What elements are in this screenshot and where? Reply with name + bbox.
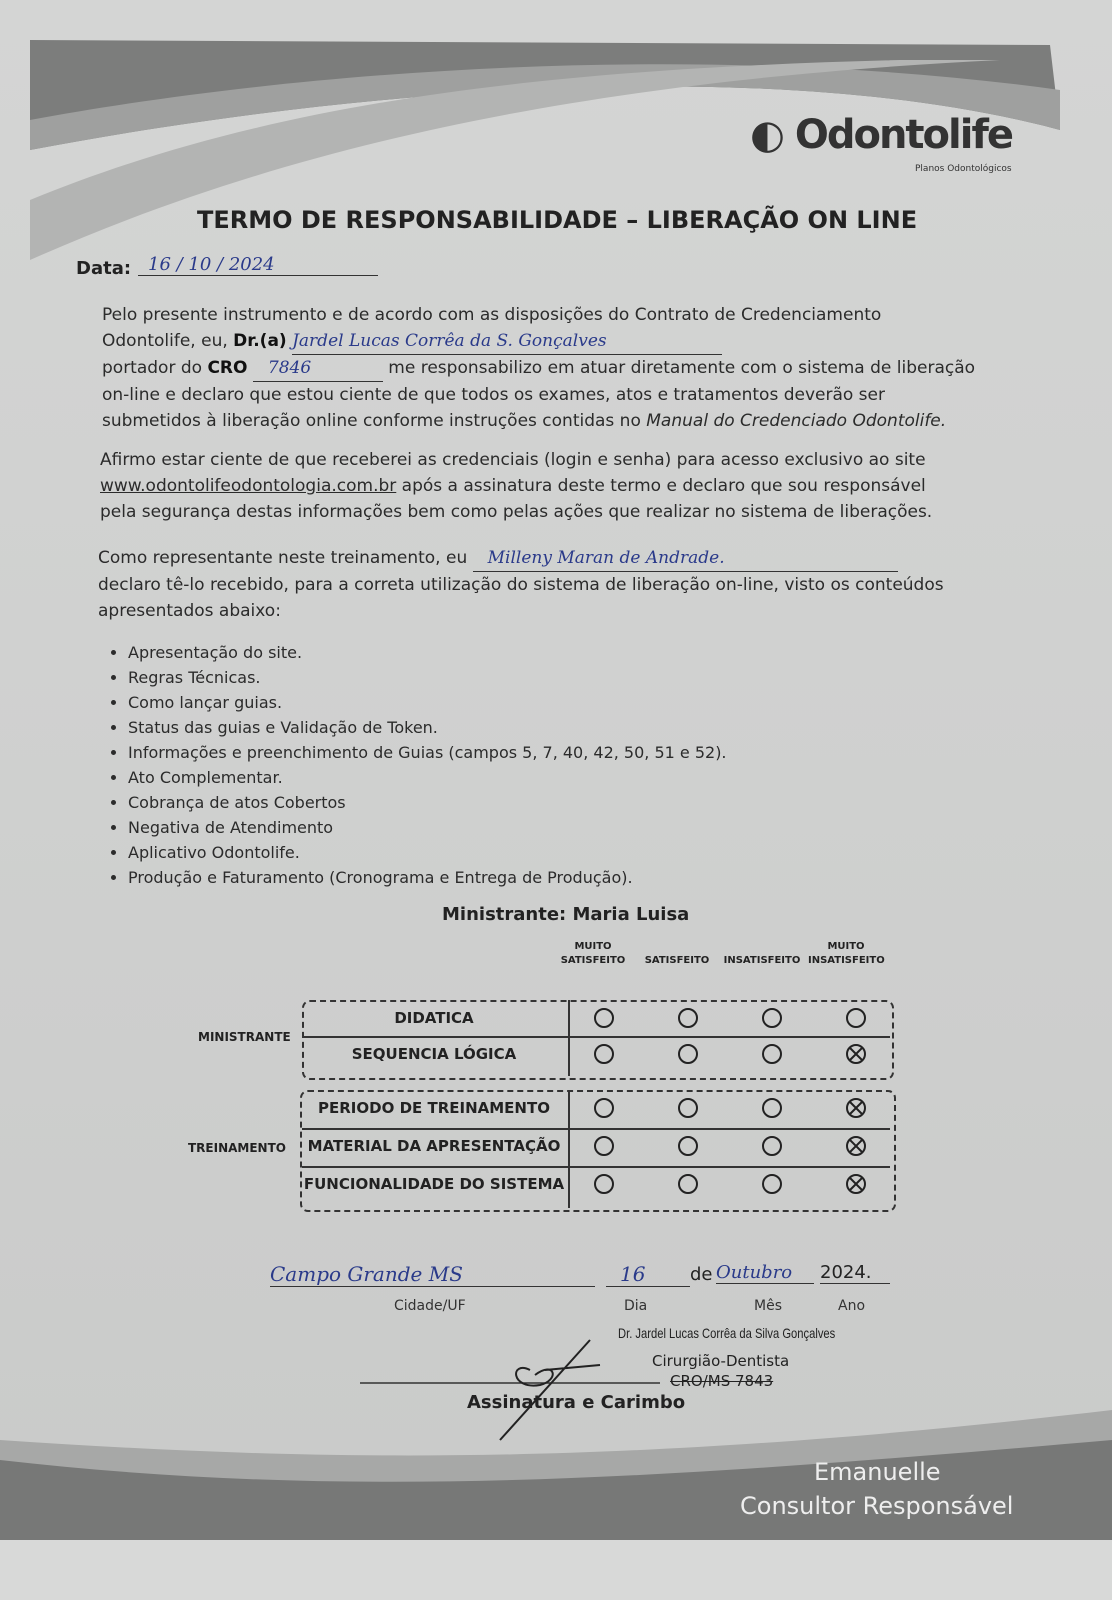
topic-item: • Produção e Faturamento (Cronograma e Entrega de Produção).	[128, 865, 727, 890]
de-text: de	[690, 1264, 713, 1285]
topic-item: • Informações e preenchimento de Guias (campos 5, 7, 40, 42, 50, 51 e 52).	[128, 740, 727, 765]
column-header: MUITO INSATISFEITO	[808, 941, 885, 966]
row-divider	[302, 1128, 890, 1130]
paragraph-1: Pelo presente instrumento e de acordo com as disposições do Contrato de Credenciamento Odontolife, eu, Dr.(a) Jardel Lucas Corrêa da S. Gonçalves portador do CRO 7846 me responsabilizo em atuar diretamente com o sistema de liberação on-line e declaro que estou ciente de que todos os exames, atos e tratamentos deverão ser submetidos à liberação online conforme instruções contidas no Manual do Credenciado Odontolife.	[102, 305, 976, 431]
month-label: Mês	[754, 1298, 782, 1314]
rating-radio[interactable]	[678, 1136, 698, 1156]
odontolife-logo: ◐ Odontolife	[750, 112, 1012, 158]
consultant-role: Consultor Responsável	[740, 1492, 1014, 1520]
consultant-name: Emanuelle	[814, 1458, 941, 1486]
logo-tagline: Planos Odontológicos	[915, 164, 1012, 174]
rating-radio[interactable]	[762, 1044, 782, 1064]
stamp-role: Cirurgião-Dentista	[652, 1352, 790, 1370]
criterion-label: MATERIAL DA APRESENTAÇÃO	[307, 1137, 561, 1155]
rating-radio[interactable]	[594, 1136, 614, 1156]
rating-radio[interactable]	[594, 1008, 614, 1028]
year-value: 2024.	[820, 1262, 890, 1284]
rating-radio[interactable]	[846, 1008, 866, 1028]
stamp-name: Dr. Jardel Lucas Corrêa da Silva Gonçalves	[618, 1325, 836, 1341]
column-divider	[568, 1090, 570, 1208]
row-divider	[302, 1166, 890, 1168]
column-header: SATISFEITO	[644, 955, 710, 966]
topics-list	[100, 640, 727, 890]
topic-item: • Status das guias e Validação de Token.	[128, 715, 727, 740]
criterion-label: FUNCIONALIDADE DO SISTEMA	[303, 1175, 565, 1193]
topic-item: • Apresentação do site.	[128, 640, 727, 665]
year-label: Ano	[838, 1298, 866, 1314]
month-value: Outubro	[716, 1262, 814, 1284]
paragraph-3: Como representante neste treinamento, eu Milleny Maran de Andrade. declaro tê-lo recebido, para a correta utilização do sistema de liberação on-line, visto os conteúdos apresentados abaixo:	[98, 545, 1018, 624]
rating-radio-checked[interactable]	[846, 1174, 866, 1194]
date-label: Data:	[76, 258, 132, 279]
rating-radio[interactable]	[594, 1174, 614, 1194]
stamp-cro: CRO/MS 7843	[670, 1372, 774, 1390]
representative-name: Milleny Maran de Andrade.	[473, 545, 898, 572]
rating-radio-checked[interactable]	[846, 1098, 866, 1118]
rating-radio[interactable]	[762, 1174, 782, 1194]
paragraph-2: Afirmo estar ciente de que receberei as credenciais (login e senha) para acesso exclusivo ao site www.odontolifeodontologia.com.br após a assinatura deste termo e declaro que sou responsável pela segurança destas informações bem como pelas ações que realizar no sistema de liberações.	[100, 450, 933, 522]
topic-item: • Regras Técnicas.	[128, 665, 727, 690]
rating-radio[interactable]	[762, 1098, 782, 1118]
row-divider	[302, 1036, 890, 1038]
topic-item: • Ato Complementar.	[128, 765, 727, 790]
footer-wave-decoration	[0, 1380, 1112, 1600]
rating-radio[interactable]	[678, 1098, 698, 1118]
rating-radio[interactable]	[594, 1098, 614, 1118]
date-value: 16 / 10 / 2024	[138, 254, 378, 276]
rating-radio-checked[interactable]	[846, 1044, 866, 1064]
ministrante-heading: Ministrante: Maria Luisa	[442, 904, 690, 925]
topic-item: • Como lançar guias.	[128, 690, 727, 715]
group-label: TREINAMENTO	[188, 1141, 286, 1155]
cro-number: 7846	[253, 355, 383, 382]
rating-radio[interactable]	[678, 1174, 698, 1194]
topic-item: • Aplicativo Odontolife.	[128, 840, 727, 865]
topic-item: • Cobrança de atos Cobertos	[128, 790, 727, 815]
signature-label: Assinatura e Carimbo	[467, 1392, 686, 1413]
city-value: Campo Grande MS	[270, 1262, 595, 1287]
group-label: MINISTRANTE	[198, 1030, 291, 1044]
rating-radio[interactable]	[762, 1136, 782, 1156]
column-divider	[568, 1000, 570, 1076]
dentist-name: Jardel Lucas Corrêa da S. Gonçalves	[292, 328, 722, 355]
criterion-label: DIDATICA	[394, 1009, 474, 1027]
rating-radio[interactable]	[594, 1044, 614, 1064]
day-value: 16	[606, 1262, 690, 1287]
city-label: Cidade/UF	[394, 1298, 466, 1314]
website-link[interactable]: www.odontolifeodontologia.com.br	[100, 476, 397, 496]
column-header: INSATISFEITO	[723, 955, 801, 966]
rating-radio[interactable]	[678, 1044, 698, 1064]
rating-radio[interactable]	[762, 1008, 782, 1028]
criterion-label: SEQUENCIA LÓGICA	[351, 1045, 517, 1063]
day-label: Dia	[624, 1298, 648, 1314]
rating-radio[interactable]	[678, 1008, 698, 1028]
document-title: TERMO DE RESPONSABILIDADE – LIBERAÇÃO ON LINE	[197, 206, 918, 234]
rating-radio-checked[interactable]	[846, 1136, 866, 1156]
topic-item: • Negativa de Atendimento	[128, 815, 727, 840]
column-header: MUITO SATISFEITO	[560, 941, 626, 966]
criterion-label: PERIODO DE TREINAMENTO	[318, 1099, 550, 1117]
